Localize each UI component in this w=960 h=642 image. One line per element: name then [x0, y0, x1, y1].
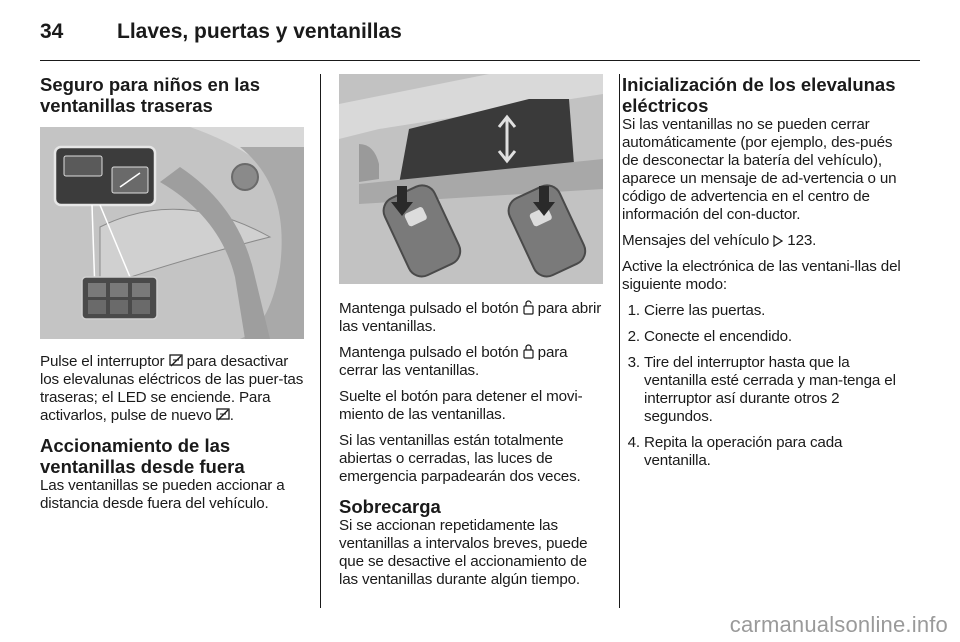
- list-item: [622, 328, 902, 346]
- window-lock-icon: [169, 354, 183, 368]
- heading-line: ventanillas traseras: [40, 95, 213, 116]
- step-number: 1.: [627, 302, 640, 319]
- paragraph-hazard-lights: Si las ventanillas están totalmente abiertas o cerradas, las luces de emergencia parpadearán dos veces.: [339, 432, 581, 485]
- paragraph-close-windows: [339, 344, 603, 380]
- column-divider: [320, 74, 321, 608]
- list-item: [622, 434, 902, 470]
- steps-list: [622, 302, 902, 470]
- text-run: Mantenga pulsado el botón: [339, 344, 519, 361]
- page-reference-link[interactable]: 123: [787, 232, 813, 249]
- section-heading-child-lock: [40, 74, 304, 116]
- paragraph-initialization: Si las ventanillas no se pueden cerrar automáticamente (por ejemplo, des‐pués de desconectar la batería del vehículo), aparece un mensaje de ad‐vertencia o un código de advertencia en el centro de información del con‐ductor.: [622, 116, 897, 223]
- paragraph-activate-electronics: Active la electrónica de las ventani‐llas del siguiente modo:: [622, 258, 901, 293]
- text-run: para desactivar los elevalunas eléctricos de las puer‐tas traseras; el LED se enciende. Para activarlos, pulse de nuevo: [40, 353, 304, 424]
- child-lock-switch-illustration: [40, 127, 304, 339]
- list-item: [622, 302, 902, 320]
- column-divider: [619, 74, 620, 608]
- lock-icon: [523, 344, 534, 359]
- paragraph-remote-operation: Las ventanillas se pueden accionar a distancia desde fuera del vehículo.: [40, 477, 285, 512]
- list-item: [622, 354, 902, 426]
- page-header: [40, 14, 920, 61]
- column-1: [40, 74, 304, 521]
- remote-key-window-illustration: [339, 74, 603, 284]
- step-text: Repita la operación para cada ventanilla.: [644, 434, 843, 469]
- section-heading-initialization: [622, 74, 902, 116]
- unlock-icon: [523, 300, 534, 315]
- heading-line: Seguro para niños en las: [40, 74, 261, 95]
- paragraph-stop-windows: Suelte el botón para detener el movi‐miento de las ventanillas.: [339, 388, 583, 423]
- window-lock-icon: [216, 408, 230, 422]
- paragraph-overload: Si se accionan repetidamente las ventanillas a intervalos breves, puede que se desactive el accionamiento de las ventanillas durante algún tiempo.: [339, 517, 588, 588]
- text-run: Mensajes del vehículo: [622, 232, 770, 249]
- heading-line: Inicialización de los elevalunas: [622, 74, 896, 95]
- chapter-title: Llaves, puertas y ventanillas: [117, 20, 402, 43]
- heading-line: ventanillas desde fuera: [40, 456, 245, 477]
- step-text: Cierre las puertas.: [644, 302, 766, 319]
- step-text: Tire del interruptor hasta que la ventanilla esté cerrada y man‐tenga el interruptor así durante otros 2 segundos.: [644, 354, 896, 425]
- text-run: para cerrar las ventanillas.: [339, 344, 568, 379]
- step-number: 4.: [627, 434, 640, 451]
- paragraph-open-windows: [339, 300, 603, 336]
- section-heading-overload: Sobrecarga: [339, 496, 441, 517]
- heading-line: eléctricos: [622, 95, 709, 116]
- section-heading-remote-operation: [40, 435, 304, 477]
- text-run: para abrir las ventanillas.: [339, 300, 602, 335]
- text-run: Mantenga pulsado el botón: [339, 300, 519, 317]
- page-ref-arrow-icon: [773, 235, 783, 247]
- paragraph-child-lock: [40, 353, 304, 425]
- paragraph-vehicle-messages: [622, 232, 902, 250]
- column-2: [339, 74, 603, 597]
- column-3: [622, 74, 902, 478]
- step-number: 3.: [627, 354, 640, 371]
- page-number: 34: [40, 20, 64, 43]
- step-number: 2.: [627, 328, 640, 345]
- text-run: Pulse el interruptor: [40, 353, 165, 370]
- text-run: .: [812, 232, 817, 249]
- heading-line: Accionamiento de las: [40, 435, 231, 456]
- step-text: Conecte el encendido.: [644, 328, 792, 345]
- watermark: carmanualsonline.info: [729, 612, 948, 637]
- text-run: .: [229, 407, 234, 424]
